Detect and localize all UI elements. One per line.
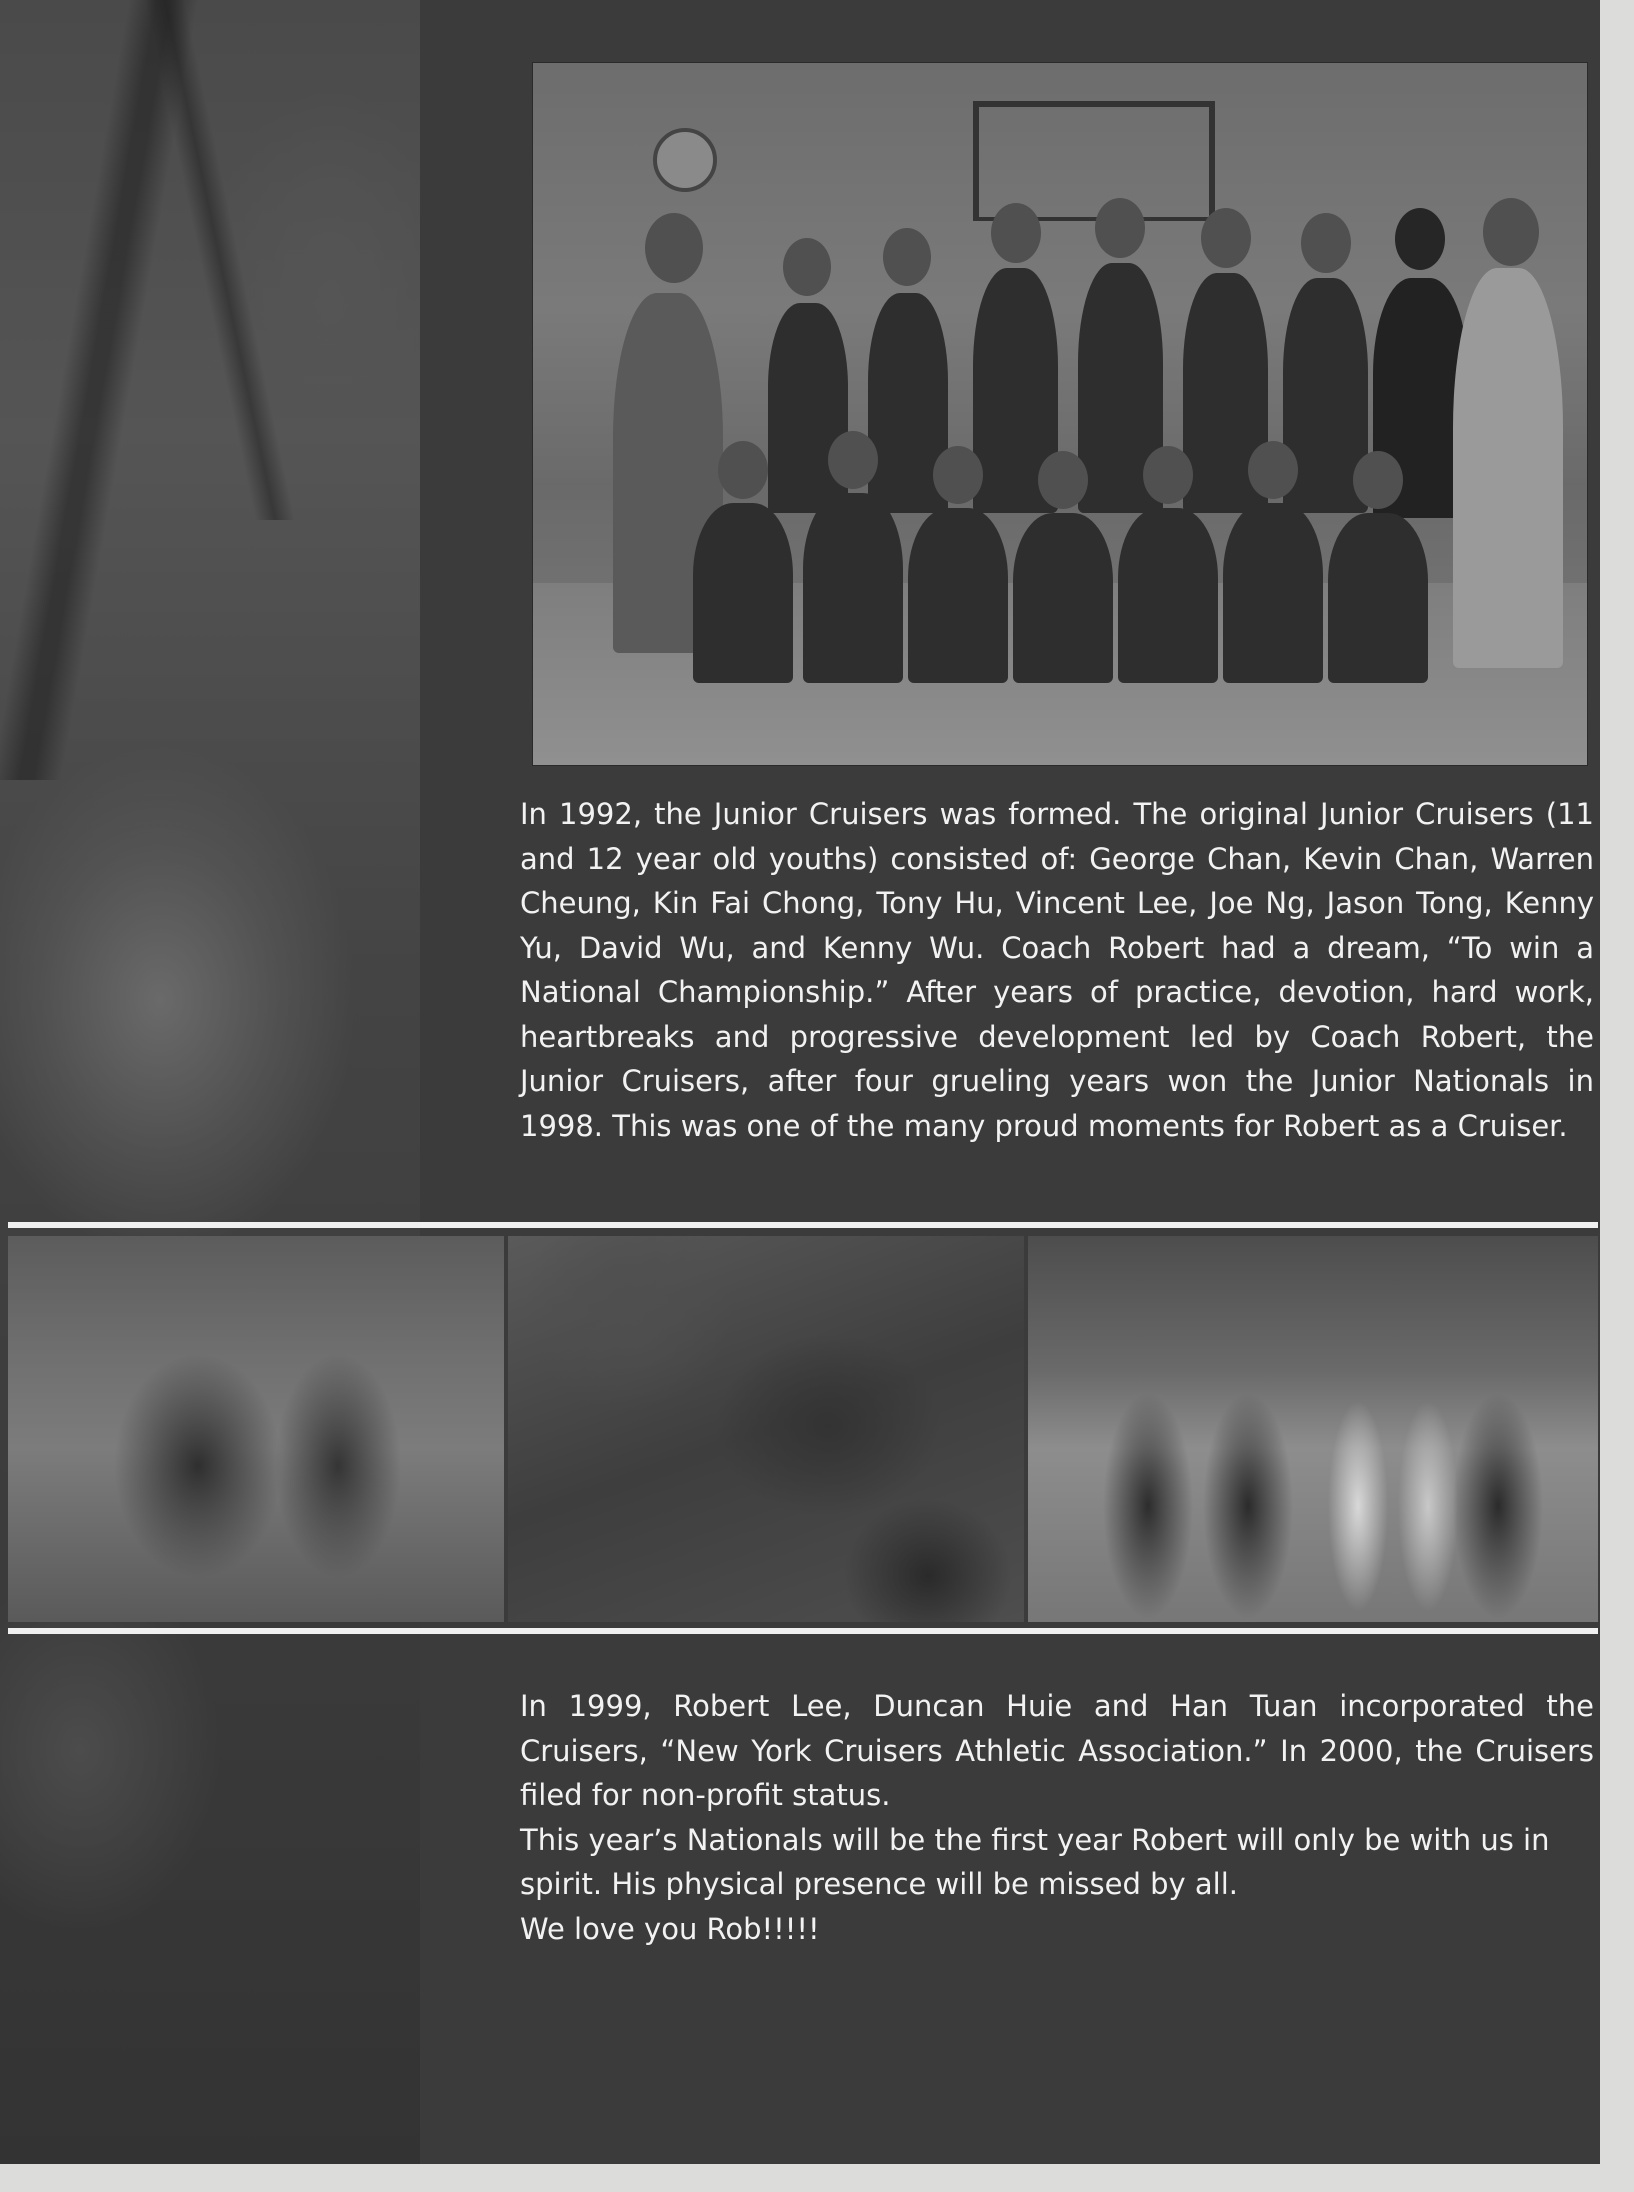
team-huddle-photo <box>508 1236 1024 1622</box>
player-head <box>1353 451 1403 509</box>
team-photo <box>532 62 1588 766</box>
player-figure <box>908 508 1008 683</box>
player-head <box>1301 213 1351 273</box>
player-head <box>1143 446 1193 504</box>
coach-head <box>1395 208 1445 270</box>
player-head <box>883 228 931 286</box>
history-text-1999 <box>520 1684 1594 1951</box>
divider-top <box>8 1222 1598 1228</box>
history-paragraph-1992: In 1992, the Junior Cruisers was formed. The original Junior Cruisers (11 and 12 year old youths) consisted of: George Chan, Kevin Chan, Warren Cheung, Kin Fai Chong, Tony Hu, Vincent Lee, Joe Ng, Jason Tong, Kenny Yu, David Wu, and Kenny Wu. Coach Robert had a dream, “To win a National Championship.” After years of practice, devotion, hard work, heartbreaks and progressive development led by Coach Robert, the Junior Cruisers, after four grueling years won the Junior Nationals in 1998. This was one of the many proud moments for Robert as a Cruiser. <box>520 797 1594 1143</box>
player-figure <box>1013 513 1113 683</box>
court-group-photo <box>1028 1236 1598 1622</box>
player-head <box>828 431 878 489</box>
player-head <box>1038 451 1088 509</box>
coach-head <box>1483 198 1539 266</box>
player-head <box>1201 208 1251 268</box>
player-head <box>783 238 831 296</box>
park-photo <box>8 1236 504 1622</box>
left-background-photo <box>0 0 420 2164</box>
player-figure <box>1223 503 1323 683</box>
divider-bottom <box>8 1628 1598 1634</box>
coach-head <box>645 213 703 283</box>
tree-branch <box>145 0 296 520</box>
player-head <box>933 446 983 504</box>
coach-figure <box>1453 268 1563 668</box>
player-figure <box>803 493 903 683</box>
player-figure <box>693 503 793 683</box>
player-head <box>1095 198 1145 258</box>
player-head <box>718 441 768 499</box>
player-figure <box>1328 513 1428 683</box>
player-figure <box>1118 508 1218 683</box>
closing-line: We love you Rob!!!!! <box>520 1911 820 1946</box>
gym-clock <box>653 128 717 192</box>
history-paragraph-1999: In 1999, Robert Lee, Duncan Huie and Han Tuan incorporated the Cruisers, “New York Cruisers Athletic Association.” In 2000, the Cruisers filed for non-profit status. <box>520 1689 1594 1812</box>
player-head <box>1248 441 1298 499</box>
nationals-paragraph: This year’s Nationals will be the first year Robert will only be with us in spirit. His physical presence will be missed by all. <box>520 1822 1550 1901</box>
photo-strip <box>8 1236 1598 1622</box>
player-head <box>991 203 1041 263</box>
